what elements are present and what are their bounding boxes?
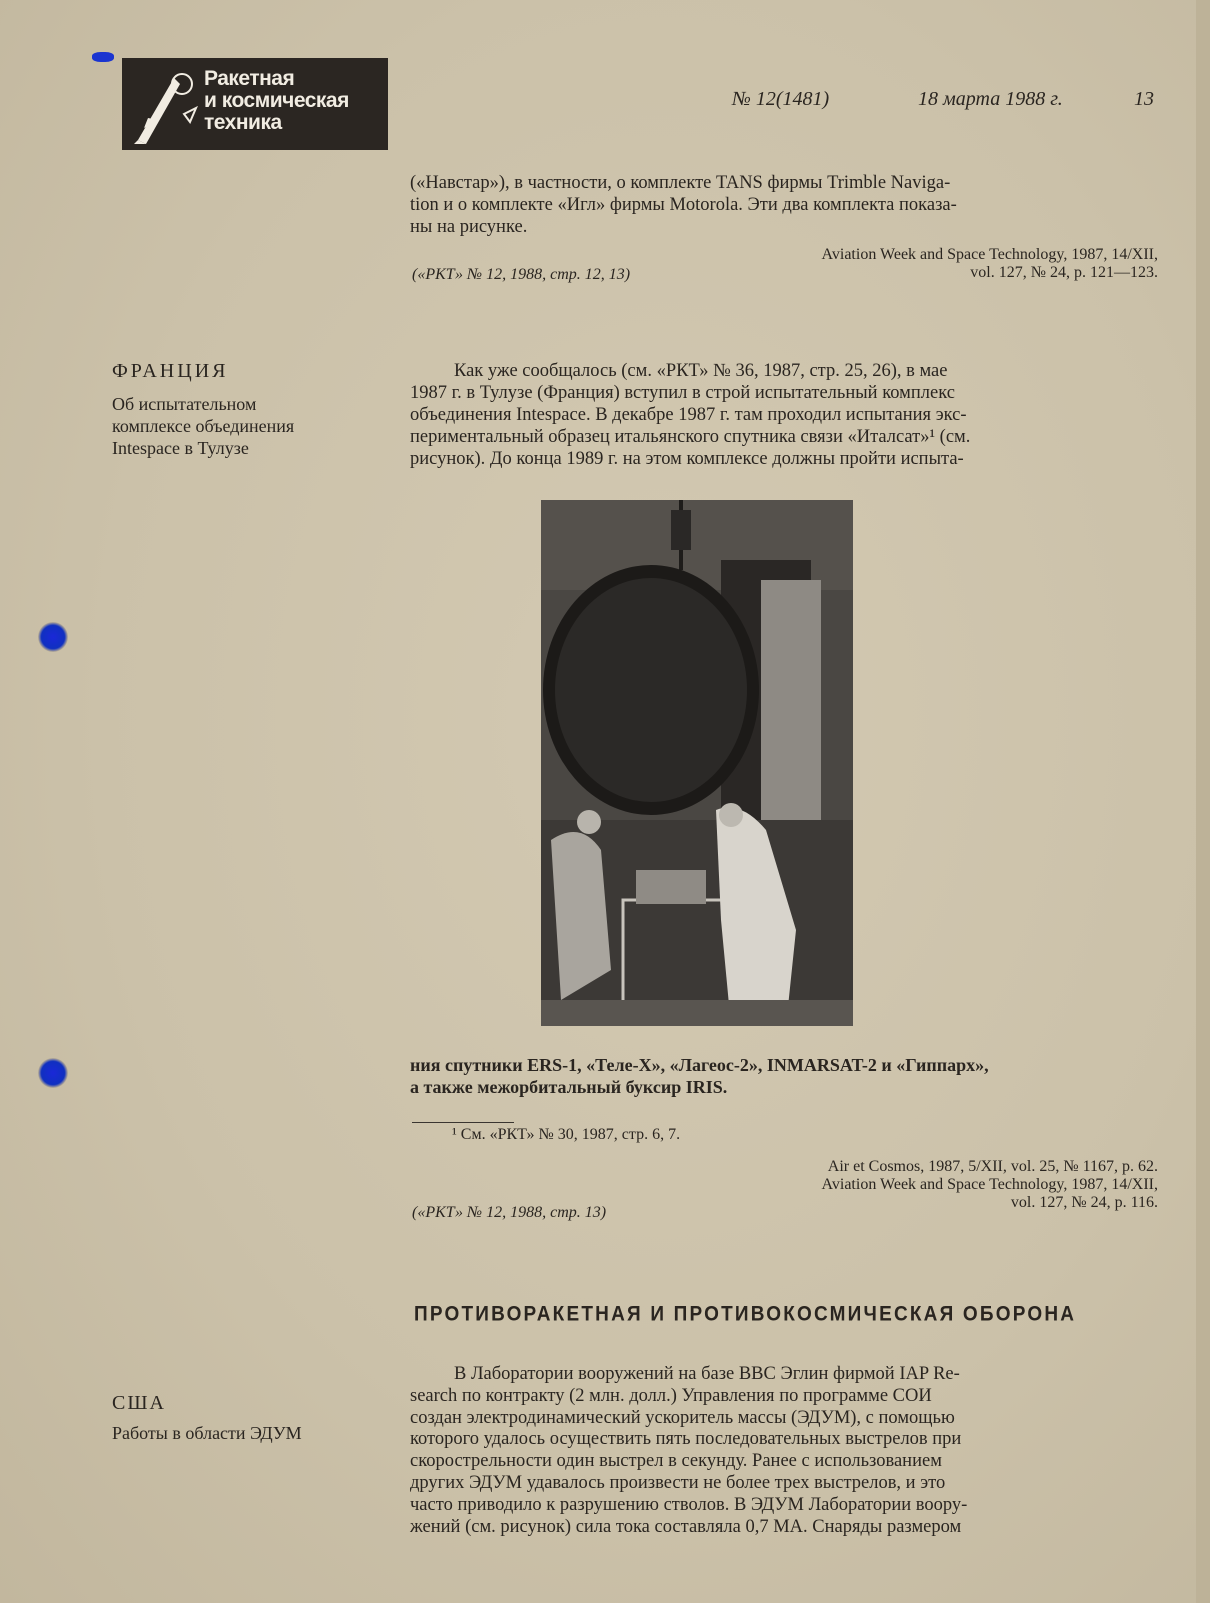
source-line: vol. 127, № 24, p. 121—123. [970, 264, 1158, 281]
source-line: Aviation Week and Space Technology, 1987, 14/XII, [821, 1176, 1158, 1193]
text-line: рисунок). До конца 1989 г. на этом комплексе должны пройти испыта- [410, 449, 964, 469]
text-line: search по контракту (2 млн. долл.) Управления по программе СОИ [410, 1385, 932, 1406]
magazine-logo [122, 58, 388, 150]
text-line: ния спутники ERS-1, «Теле-X», «Лагеос-2», INMARSAT-2 и «Гиппарх», [410, 1055, 989, 1075]
satellite-test-photo [541, 500, 853, 1026]
section-heading: ПРОТИВОРАКЕТНАЯ И ПРОТИВОКОСМИЧЕСКАЯ ОБОРОНА [414, 1302, 1077, 1326]
france-text [410, 360, 1158, 470]
page-number: 13 [1134, 88, 1154, 110]
text-line: жений (см. рисунок) сила тока составляла 0,7 МА. Снаряды размером [410, 1516, 962, 1537]
photo-image [541, 500, 853, 1026]
logo-line-3: техника [204, 111, 282, 134]
issue-date: 18 марта 1988 г. [918, 88, 1063, 110]
text-line: 1987 г. в Тулузе (Франция) вступил в строй испытательный комплекс [410, 383, 955, 403]
text-line: которого удалось осуществить пять последовательных выстрелов при [410, 1429, 962, 1450]
usa-country: США [112, 1392, 166, 1414]
usa-subtitle: Работы в области ЭДУМ [112, 1423, 302, 1443]
text-line: других ЭДУМ удавалось произвести не более трех выстрелов, и это [410, 1472, 946, 1493]
subtitle-line: Об испытательном [112, 394, 257, 414]
subtitle-line: комплексе объединения [112, 416, 295, 436]
france-country: ФРАНЦИЯ [112, 360, 229, 382]
text-line: tion и о комплекте «Игл» фирмы Motorola. Эти два комплекта показа- [410, 195, 957, 215]
ink-mark [92, 52, 114, 62]
page-edge [1196, 0, 1210, 1603]
punch-hole-bottom [38, 1058, 68, 1088]
logo-line-2: и космическая [204, 89, 349, 112]
subtitle-line: Intespace в Тулузе [112, 438, 249, 458]
article1-rkt-ref: («РКТ» № 12, 1988, стр. 12, 13) [412, 266, 631, 283]
source-line: Aviation Week and Space Technology, 1987, 14/XII, [821, 246, 1158, 263]
text-line: объединения Intespace. В декабре 1987 г. там проходил испытания экс- [410, 405, 967, 425]
logo-line-1: Ракетная [204, 67, 295, 90]
rocket-icon [128, 64, 200, 144]
usa-text [410, 1364, 1158, 1538]
france-subtitle [112, 393, 382, 459]
france-rkt-ref: («РКТ» № 12, 1988, стр. 13) [412, 1204, 607, 1221]
text-line: часто приводило к разрушению стволов. В ЭДУМ Лаборатории воору- [410, 1494, 968, 1515]
article1-text [410, 172, 1158, 238]
source-line: Air et Cosmos, 1987, 5/XII, vol. 25, № 1167, p. 62. [827, 1158, 1158, 1175]
text-line: а также межорбитальный буксир IRIS. [410, 1077, 728, 1097]
text-line: создан электродинамический ускоритель массы (ЭДУМ), с помощью [410, 1407, 955, 1428]
text-line: В Лаборатории вооружений на базе ВВС Эглин фирмой IAP Re- [454, 1364, 960, 1384]
article1-source [726, 246, 1158, 282]
text-line: скорострельности один выстрел в секунду. Ранее с использованием [410, 1451, 942, 1472]
issue-number: № 12(1481) [732, 88, 830, 110]
source-line: vol. 127, № 24, p. 116. [1010, 1194, 1158, 1211]
logo-text [204, 68, 349, 134]
footnote: ¹ См. «РКТ» № 30, 1987, стр. 6, 7. [452, 1126, 681, 1143]
france-text-continued [410, 1054, 1158, 1098]
text-line: («Навстар»), в частности, о комплекте TANS фирмы Trimble Naviga- [410, 173, 951, 193]
text-line: ны на рисунке. [410, 217, 528, 237]
footnote-divider [412, 1122, 514, 1123]
text-line: Как уже сообщалось (см. «РКТ» № 36, 1987, стр. 25, 26), в мае [454, 361, 948, 381]
punch-hole-top [38, 622, 68, 652]
france-source [686, 1158, 1158, 1212]
text-line: периментальный образец итальянского спутника связи «Италсат»¹ (см. [410, 427, 971, 447]
